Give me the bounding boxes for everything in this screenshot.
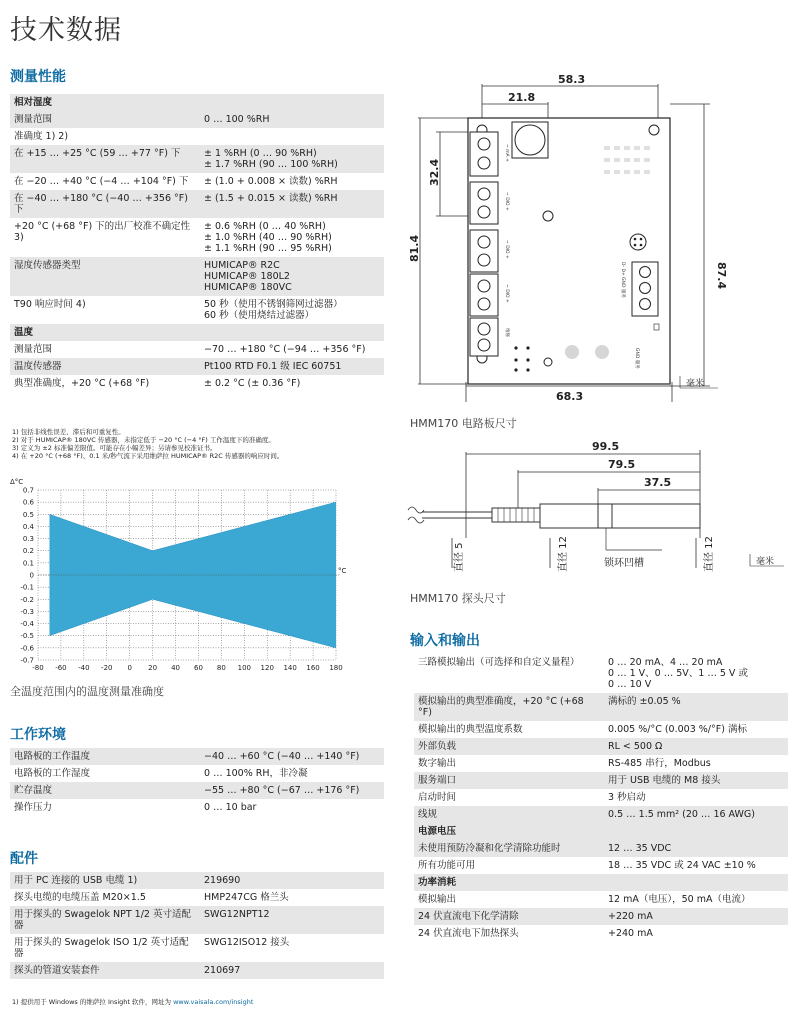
row-label: 探头电缆的电缆压盖 M20×1.5 [10, 889, 200, 906]
row-value: SWG12NPT12 [200, 906, 384, 934]
row-label: 所有功能可用 [414, 857, 604, 874]
table-row [10, 872, 384, 889]
y-tick-label: -0.7 [20, 656, 34, 665]
y-tick-label: 0.7 [22, 486, 34, 495]
table-row [414, 654, 788, 693]
row-value: 3 秒启动 [604, 789, 788, 806]
row-value: 219690 [200, 872, 384, 889]
table-row [414, 693, 788, 721]
y-tick-label: -0.1 [20, 583, 34, 592]
table-row [10, 906, 384, 934]
m8-connector [630, 234, 646, 250]
y-tick-label: 0.1 [22, 559, 34, 568]
table-row [10, 173, 384, 190]
row-label: 温度 [10, 324, 200, 341]
x-tick-label: 40 [171, 664, 180, 672]
x-tick-label: 160 [306, 664, 320, 672]
table-row [414, 840, 788, 857]
dim-bottom: 68.3 [556, 390, 584, 403]
section-heading-measurement: 测量性能 [10, 69, 66, 85]
probe-drawing [400, 438, 792, 588]
row-label: 模拟输出 [414, 891, 604, 908]
locking-ring-groove [598, 504, 612, 528]
table-row [414, 721, 788, 738]
section-heading-io: 输入和输出 [410, 633, 480, 649]
table-row [10, 375, 384, 392]
row-value [604, 823, 788, 840]
table-row [414, 891, 788, 908]
page-title: 技术数据 [10, 15, 122, 46]
table-row [10, 324, 384, 341]
y-tick-label: -0.5 [20, 632, 34, 641]
row-value: 12 … 35 VDC [604, 840, 788, 857]
x-tick-label: 120 [260, 664, 274, 672]
row-value: −40 … +60 °C (−40 … +140 °F) [200, 748, 384, 765]
row-label: 用于探头的 Swagelok NPT 1/2 英寸适配器 [10, 906, 200, 934]
x-tick-label: 100 [237, 664, 251, 672]
row-label: 湿度传感器类型 [10, 257, 200, 296]
row-value: HMP247CG 格兰头 [200, 889, 384, 906]
table-row [10, 341, 384, 358]
row-label: 未使用预防冷凝和化学清除功能时 [414, 840, 604, 857]
dim-mid: 79.5 [608, 458, 636, 471]
dim-right: 87.4 [715, 262, 728, 290]
row-value: ± 0.6 %RH (0 … 40 %RH) ± 1.0 %RH (40 … 90 %RH) ± 1.1 %RH (90 … 95 %RH) [200, 218, 384, 257]
row-value: +220 mA [604, 908, 788, 925]
row-value: −70 … +180 °C (−94 … +356 °F) [200, 341, 384, 358]
table-row [414, 772, 788, 789]
insight-link[interactable]: www.vaisala.com/insight [173, 998, 254, 1006]
row-label: 线规 [414, 806, 604, 823]
row-value: 50 秒（使用不锈钢筛网过滤器） 60 秒（使用烧结过滤器） [200, 296, 384, 324]
x-tick-label: -40 [78, 664, 90, 672]
row-label: 用于探头的 Swagelok ISO 1/2 英寸适配器 [10, 934, 200, 962]
table-row [414, 857, 788, 874]
row-value: 满标的 ±0.05 % [604, 693, 788, 721]
row-value: SWG12ISO12 接头 [200, 934, 384, 962]
table-row [10, 799, 384, 816]
row-value: HUMICAP® R2C HUMICAP® 180L2 HUMICAP® 180VC [200, 257, 384, 296]
row-label: 贮存温度 [10, 782, 200, 799]
table-row [10, 190, 384, 218]
row-value: 18 … 35 VDC 或 24 VAC ±10 % [604, 857, 788, 874]
dim-left: 81.4 [408, 234, 421, 262]
y-tick-label: 0.6 [22, 498, 34, 507]
row-label: 模拟输出的典型温度系数 [414, 721, 604, 738]
probe-tip [612, 504, 700, 528]
probe-caption: HMM170 探头尺寸 [410, 592, 506, 605]
row-label: +20 °C (+68 °F) 下的出厂校准不确定性 3) [10, 218, 200, 257]
y-tick-label: 0.2 [22, 547, 34, 556]
y-tick-label: -0.4 [20, 620, 34, 629]
groove-label: 锁环凹槽 [604, 558, 644, 569]
row-value [200, 324, 384, 341]
row-value: ± 1 %RH (0 … 90 %RH) ± 1.7 %RH (90 … 100 %RH) [200, 145, 384, 173]
row-label: 测量范围 [10, 111, 200, 128]
y-tick-label: 0.4 [22, 522, 34, 531]
table-row [10, 218, 384, 257]
row-value: 210697 [200, 962, 384, 979]
row-label: 在 −40 … +180 °C (−40 … +356 °F) 下 [10, 190, 200, 218]
table-row [10, 145, 384, 173]
row-label: 电源电压 [414, 823, 604, 840]
row-value [200, 94, 384, 111]
dia-probe: 直径 12 [558, 536, 569, 572]
x-tick-label: 0 [127, 664, 132, 672]
row-label: 探头的管道安装套件 [10, 962, 200, 979]
dia-tip: 直径 12 [704, 536, 715, 572]
section-heading-accessories: 配件 [10, 851, 38, 867]
accessories-footnote [12, 998, 253, 1006]
dim-left-small: 32.4 [428, 158, 441, 186]
footnote-text: 1) 提供用于 Windows 的维萨拉 Insight 软件，网址为 [12, 998, 174, 1006]
board-drawing [400, 66, 792, 403]
row-value: RS-485 串行，Modbus [604, 755, 788, 772]
dim-top: 58.3 [558, 73, 586, 86]
section-heading-environment: 工作环境 [10, 727, 66, 743]
y-tick-label: 0 [29, 571, 34, 580]
row-label: 外部负载 [414, 738, 604, 755]
dia-cable: 直径 5 [454, 542, 465, 572]
table-row [414, 925, 788, 942]
dim-total: 99.5 [592, 440, 620, 453]
row-label: 在 −20 … +40 °C (−4 … +104 °F) 下 [10, 173, 200, 190]
table-row [414, 823, 788, 840]
y-tick-label: 0.3 [22, 535, 34, 544]
x-tick-label: -60 [55, 664, 67, 672]
row-value [604, 874, 788, 891]
footnote: 3) 定义为 ±2 标准偏差限值。可能存在小幅差异；另请参见校准证书。 [12, 444, 217, 452]
row-value: +240 mA [604, 925, 788, 942]
y-tick-label: 0.5 [22, 510, 34, 519]
y-tick-label: -0.6 [20, 644, 34, 653]
row-label: 功率消耗 [414, 874, 604, 891]
terminal-label: ~ DIO + [504, 284, 509, 303]
table-row [10, 962, 384, 979]
x-tick-label: 180 [329, 664, 343, 672]
table-row [10, 748, 384, 765]
table-row [414, 908, 788, 925]
row-value: 0 … 20 mA、4 … 20 mA 0 … 1 V、0 … 5V、1 … 5 V 或 0 … 10 V [604, 654, 788, 693]
x-axis-label: °C [338, 567, 347, 575]
io-table [414, 654, 788, 942]
row-label: 启动时间 [414, 789, 604, 806]
dim-inner: 21.8 [508, 91, 536, 104]
row-value: 0.5 … 1.5 mm² (20 … 16 AWG) [604, 806, 788, 823]
row-value: 0 … 10 bar [200, 799, 384, 816]
table-row [10, 128, 384, 145]
row-label: 温度传感器 [10, 358, 200, 375]
row-value: 0 … 100% RH，非冷凝 [200, 765, 384, 782]
row-label: 典型准确度，+20 °C (+68 °F) [10, 375, 200, 392]
row-label: 数字输出 [414, 755, 604, 772]
table-row [10, 889, 384, 906]
mounting-hole [543, 211, 553, 221]
x-tick-label: 20 [148, 664, 158, 672]
cable-wave [408, 507, 424, 513]
row-label: 服务端口 [414, 772, 604, 789]
table-row [10, 765, 384, 782]
accessories-table [10, 872, 384, 979]
row-value: 0 … 100 %RH [200, 111, 384, 128]
mounting-hole [649, 125, 659, 135]
row-label: 操作压力 [10, 799, 200, 816]
x-tick-label: 140 [283, 664, 297, 672]
row-label: 24 伏直流电下加热探头 [414, 925, 604, 942]
unit-label: 毫米 [686, 379, 705, 389]
accuracy-chart [0, 472, 384, 678]
table-row [414, 755, 788, 772]
table-row [10, 257, 384, 296]
measurement-table [10, 94, 384, 392]
x-tick-label: -20 [101, 664, 113, 672]
x-tick-label: 60 [194, 664, 203, 672]
row-label: 相对湿度 [10, 94, 200, 111]
y-axis-label: Δ°C [10, 478, 24, 486]
row-label: 测量范围 [10, 341, 200, 358]
dim-short: 37.5 [644, 476, 672, 489]
row-value [200, 128, 384, 145]
table-row [10, 94, 384, 111]
x-tick-label: 80 [216, 664, 226, 672]
row-value: ± (1.0 + 0.008 × 读数) %RH [200, 173, 384, 190]
row-label: 24 伏直流电下化学清除 [414, 908, 604, 925]
board-caption: HMM170 电路板尺寸 [410, 417, 517, 430]
table-row [414, 806, 788, 823]
table-row [10, 358, 384, 375]
y-tick-label: -0.3 [20, 607, 34, 616]
table-row [10, 934, 384, 962]
probe-unit: 毫米 [756, 557, 775, 567]
table-row [10, 296, 384, 324]
table-row [414, 789, 788, 806]
chart-caption: 全温度范围内的温度测量准确度 [10, 685, 164, 698]
x-tick-label: -80 [32, 664, 44, 672]
service-label: GND 服务 [634, 348, 639, 369]
row-label: 电路板的工作温度 [10, 748, 200, 765]
footnote: 1) 包括非线性误差、滞后和可重复性。 [12, 428, 125, 436]
row-value: RL < 500 Ω [604, 738, 788, 755]
row-label: 电路板的工作湿度 [10, 765, 200, 782]
row-label: T90 响应时间 4) [10, 296, 200, 324]
row-value: ± (1.5 + 0.015 × 读数) %RH [200, 190, 384, 218]
footnote: 4) 在 +20 °C (+68 °F)、0.1 米/秒气流下采用维萨拉 HUMICAP® R2C 传感器的响应时间。 [12, 452, 284, 460]
row-value: ± 0.2 °C (± 0.36 °F) [200, 375, 384, 392]
table-row [10, 782, 384, 799]
row-label: 模拟输出的典型准确度，+20 °C (+68 °F) [414, 693, 604, 721]
row-value: −55 … +80 °C (−67 … +176 °F) [200, 782, 384, 799]
y-tick-label: -0.2 [20, 595, 34, 604]
environment-table [10, 748, 384, 816]
row-label: 准确度 1) 2) [10, 128, 200, 145]
table-row [10, 111, 384, 128]
terminal-label: 维修 [504, 328, 509, 337]
row-label: 三路模拟输出（可选择和自定义量程） [414, 654, 604, 693]
row-value: 12 mA（电压），50 mA（电流） [604, 891, 788, 908]
measurement-footnotes [12, 428, 283, 460]
table-row [414, 874, 788, 891]
terminal-label: ~ DIO + [504, 240, 509, 259]
right-terminal-label: D- D+ GND 服务 [620, 262, 625, 298]
footnote: 2) 对于 HUMICAP® 180VC 传感器，未指定低于 −20 °C (−4 °F) 工作温度下的准确度。 [12, 436, 275, 444]
row-label: 在 +15 … +25 °C (59 … +77 °F) 下 [10, 145, 200, 173]
row-value: 用于 USB 电缆的 M8 接头 [604, 772, 788, 789]
row-value: Pt100 RTD F0.1 级 IEC 60751 [200, 358, 384, 375]
terminal-label: ~ mA + [504, 144, 509, 162]
probe-body [540, 504, 598, 528]
table-row [414, 738, 788, 755]
row-value: 0.005 %/°C (0.003 %/°F) 满标 [604, 721, 788, 738]
terminal-label: ~ DIO + [504, 192, 509, 211]
row-label: 用于 PC 连接的 USB 电缆 1) [10, 872, 200, 889]
